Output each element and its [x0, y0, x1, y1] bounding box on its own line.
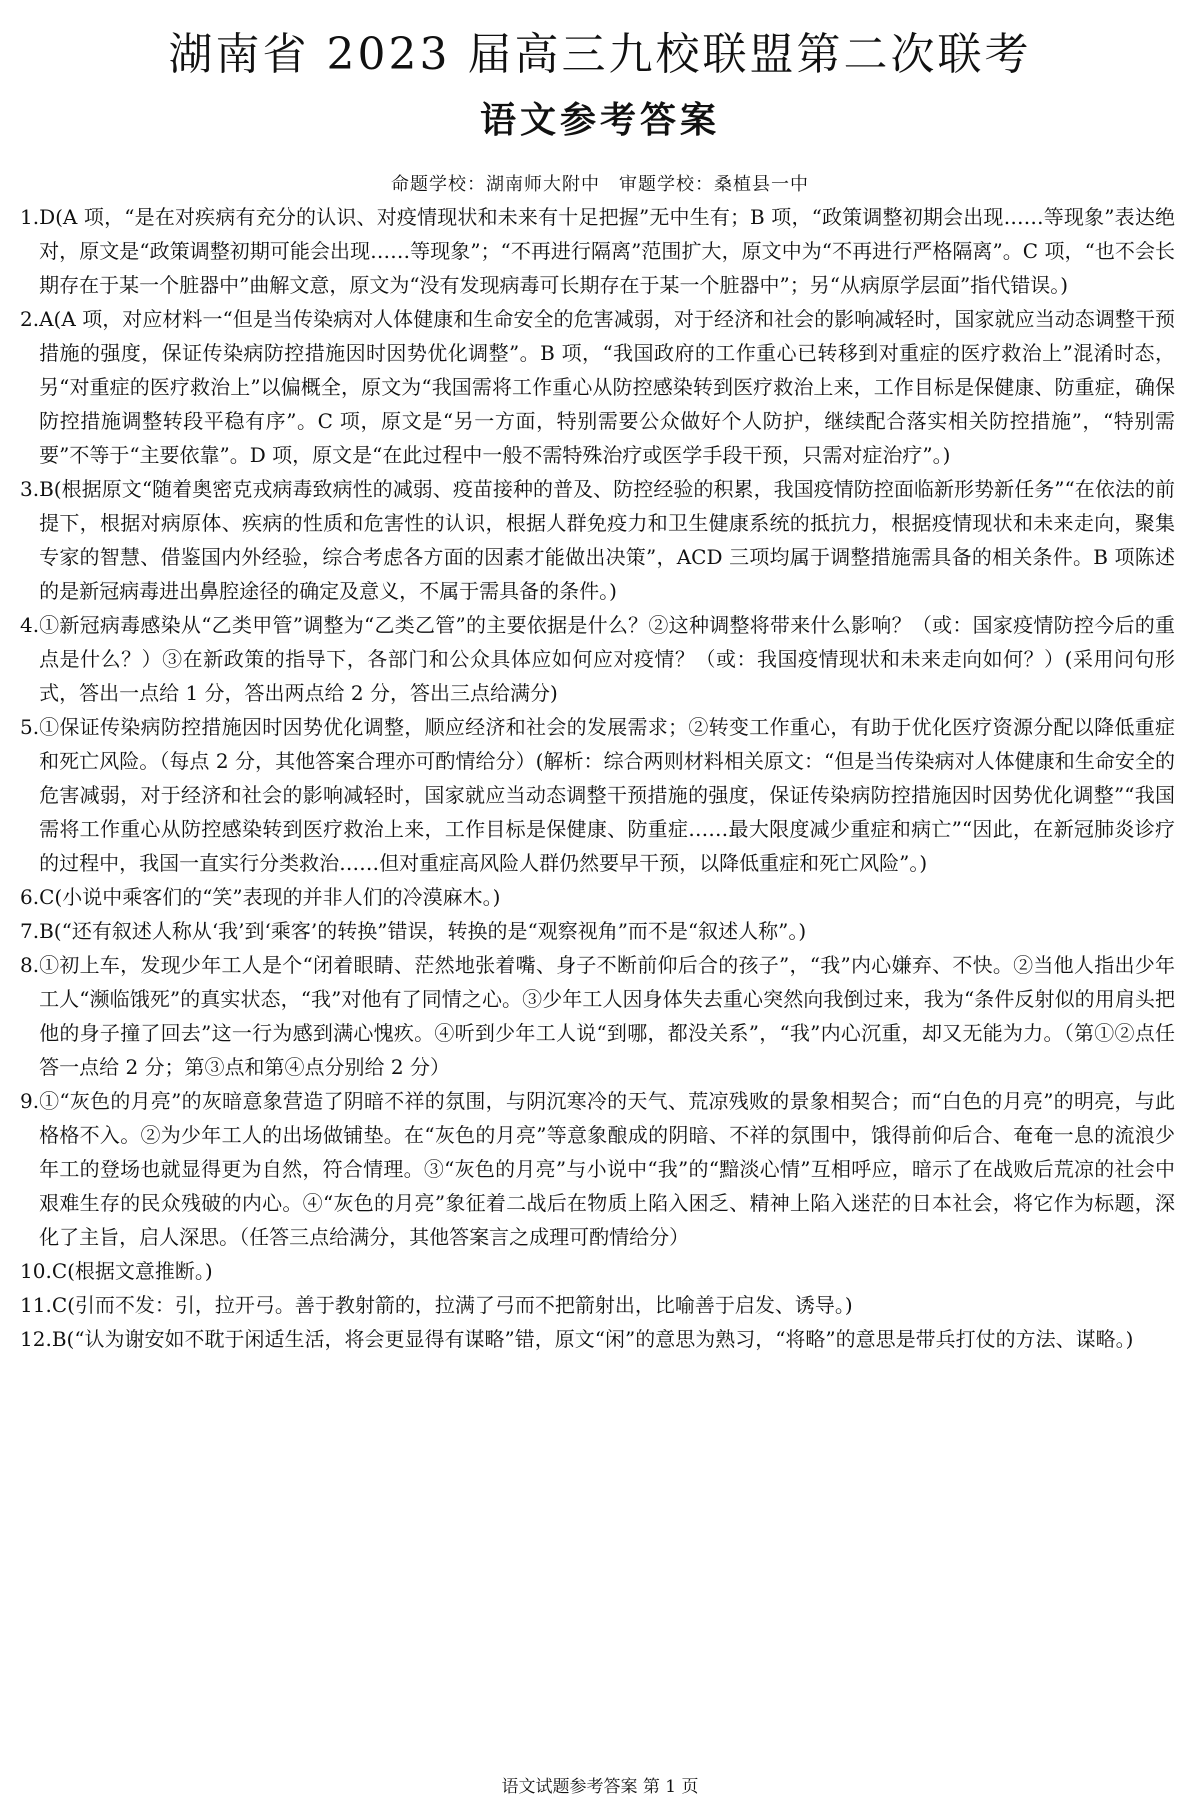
- page-footer: 语文试题参考答案 第 1 页: [501, 1777, 699, 1797]
- answer-number: 6.: [20, 885, 40, 909]
- answer-item-3: [20, 472, 1175, 608]
- answer-number: 3.: [20, 477, 40, 501]
- answer-text: B(“还有叙述人称从‘我’到‘乘客’的转换”错误，转换的是“观察视角”而不是“叙述人称”。): [39, 919, 807, 943]
- answer-number: 7.: [20, 919, 40, 943]
- answer-number: 2.: [20, 307, 40, 331]
- answer-text: C(引而不发：引，拉开弓。善于教射箭的，拉满了弓而不把箭射出，比喻善于启发、诱导。): [51, 1293, 853, 1317]
- answer-text: ①保证传染病防控措施因时因势优化调整，顺应经济和社会的发展需求；②转变工作重心，有助于优化医疗资源分配以降低重症和死亡风险。（每点 2 分，其他答案合理亦可酌情给分）(解析：综合两则材料相关原文：“但是当传染病对人体健康和生命安全的危害减弱，对于经济和社会的影响减轻时，国家就应当动态调整干预措施的强度，保证传染病防控措施因时因势优化调整”“我国需将工作重心从防控感染转到医疗救治上来，工作目标是保健康、防重症……最大限度减少重症和病亡”“因此，在新冠肺炎诊疗的过程中，我国一直实行分类救治……但对重症高风险人群仍然要早干预，以降低重症和死亡风险”。): [39, 715, 1175, 875]
- answer-list: [20, 200, 1175, 1356]
- answer-number: 12.: [20, 1327, 52, 1351]
- school-credits: 命题学校：湖南师大附中 审题学校：桑植县一中: [391, 174, 809, 195]
- answer-text: ①“灰色的月亮”的灰暗意象营造了阴暗不祥的氛围，与阴沉寒冷的天气、荒凉残败的景象相契合；而“白色的月亮”的明亮，与此格格不入。②为少年工人的出场做铺垫。在“灰色的月亮”等意象酿成的阴暗、不祥的氛围中，饿得前仰后合、奄奄一息的流浪少年工的登场也就显得更为自然，符合情理。③“灰色的月亮”与小说中“我”的“黯淡心情”互相呼应，暗示了在战败后荒凉的社会中艰难生存的民众残破的内心。④“灰色的月亮”象征着二战后在物质上陷入困乏、精神上陷入迷茫的日本社会，将它作为标题，深化了主旨，启人深思。（任答三点给满分，其他答案言之成理可酌情给分）: [39, 1089, 1175, 1249]
- answer-item-10: [20, 1254, 1175, 1288]
- answer-item-4: [20, 608, 1175, 710]
- answer-number: 4.: [20, 613, 40, 637]
- answer-item-9: [20, 1084, 1175, 1254]
- answer-number: 5.: [20, 715, 40, 739]
- answer-item-6: [20, 880, 1175, 914]
- answer-text: C(根据文意推断。): [51, 1259, 213, 1283]
- answer-number: 11.: [20, 1293, 52, 1317]
- answer-item-2: [20, 302, 1175, 472]
- answer-text: ①初上车，发现少年工人是个“闭着眼睛、茫然地张着嘴、身子不断前仰后合的孩子”，“我”内心嫌弃、不快。②当他人指出少年工人“濒临饿死”的真实状态，“我”对他有了同情之心。③少年工人因身体失去重心突然向我倒过来，我为“条件反射似的用肩头把他的身子撞了回去”这一行为感到满心愧疚。④听到少年工人说“到哪，都没关系”，“我”内心沉重，却又无能为力。（第①②点任答一点给 2 分；第③点和第④点分别给 2 分）: [39, 953, 1175, 1079]
- answer-item-12: [20, 1322, 1175, 1356]
- answer-item-5: [20, 710, 1175, 880]
- answer-item-7: [20, 914, 1175, 948]
- answer-text: ①新冠病毒感染从“乙类甲管”调整为“乙类乙管”的主要依据是什么？②这种调整将带来什么影响？（或：国家疫情防控今后的重点是什么？）③在新政策的指导下，各部门和公众具体应如何应对疫情？（或：我国疫情现状和未来走向如何？）(采用问句形式，答出一点给 1 分，答出两点给 2 分，答出三点给满分): [39, 613, 1175, 705]
- exam-title: 湖南省 2023 届高三九校联盟第二次联考: [168, 29, 1032, 80]
- answer-item-1: [20, 200, 1175, 302]
- answer-text: B(“认为谢安如不耽于闲适生活，将会更显得有谋略”错，原文“闲”的意思为熟习，“将略”的意思是带兵打仗的方法、谋略。): [51, 1327, 1134, 1351]
- answer-item-8: [20, 948, 1175, 1084]
- answer-key-subtitle: 语文参考答案: [479, 100, 720, 141]
- answer-number: 1.: [20, 205, 40, 229]
- answer-number: 9.: [20, 1089, 40, 1113]
- answer-item-11: [20, 1288, 1175, 1322]
- answer-number: 8.: [20, 953, 40, 977]
- answer-text: C(小说中乘客们的“笑”表现的并非人们的冷漠麻木。): [39, 885, 501, 909]
- answer-text: B(根据原文“随着奥密克戎病毒致病性的减弱、疫苗接种的普及、防控经验的积累，我国疫情防控面临新形势新任务”“在依法的前提下，根据对病原体、疾病的性质和危害性的认识，根据人群免疫力和卫生健康系统的抵抗力，根据疫情现状和未来走向，聚集专家的智慧、借鉴国内外经验，综合考虑各方面的因素才能做出决策”，ACD 三项均属于调整措施需具备的相关条件。B 项陈述的是新冠病毒进出鼻腔途径的确定及意义，不属于需具备的条件。): [39, 477, 1175, 603]
- answer-number: 10.: [20, 1259, 52, 1283]
- answer-text: D(A 项，“是在对疾病有充分的认识、对疫情现状和未来有十足把握”无中生有；B 项，“政策调整初期会出现……等现象”表达绝对，原文是“政策调整初期可能会出现……等现象”；“不再进行隔离”范围扩大，原文中为“不再进行严格隔离”。C 项，“也不会长期存在于某一个脏器中”曲解文意，原文为“没有发现病毒可长期存在于某一个脏器中”；另“从病原学层面”指代错误。): [39, 205, 1175, 297]
- answer-text: A(A 项，对应材料一“但是当传染病对人体健康和生命安全的危害减弱，对于经济和社会的影响减轻时，国家就应当动态调整干预措施的强度，保证传染病防控措施因时因势优化调整”。B 项，“我国政府的工作重心已转移到对重症的医疗救治上”混淆时态，另“对重症的医疗救治上”以偏概全，原文为“我国需将工作重心从防控感染转到医疗救治上来，工作目标是保健康、防重症，确保防控措施调整转段平稳有序”。C 项，原文是“另一方面，特别需要公众做好个人防护，继续配合落实相关防控措施”，“特别需要”不等于“主要依靠”。D 项，原文是“在此过程中一般不需特殊治疗或医学手段干预，只需对症治疗”。): [39, 307, 1175, 467]
